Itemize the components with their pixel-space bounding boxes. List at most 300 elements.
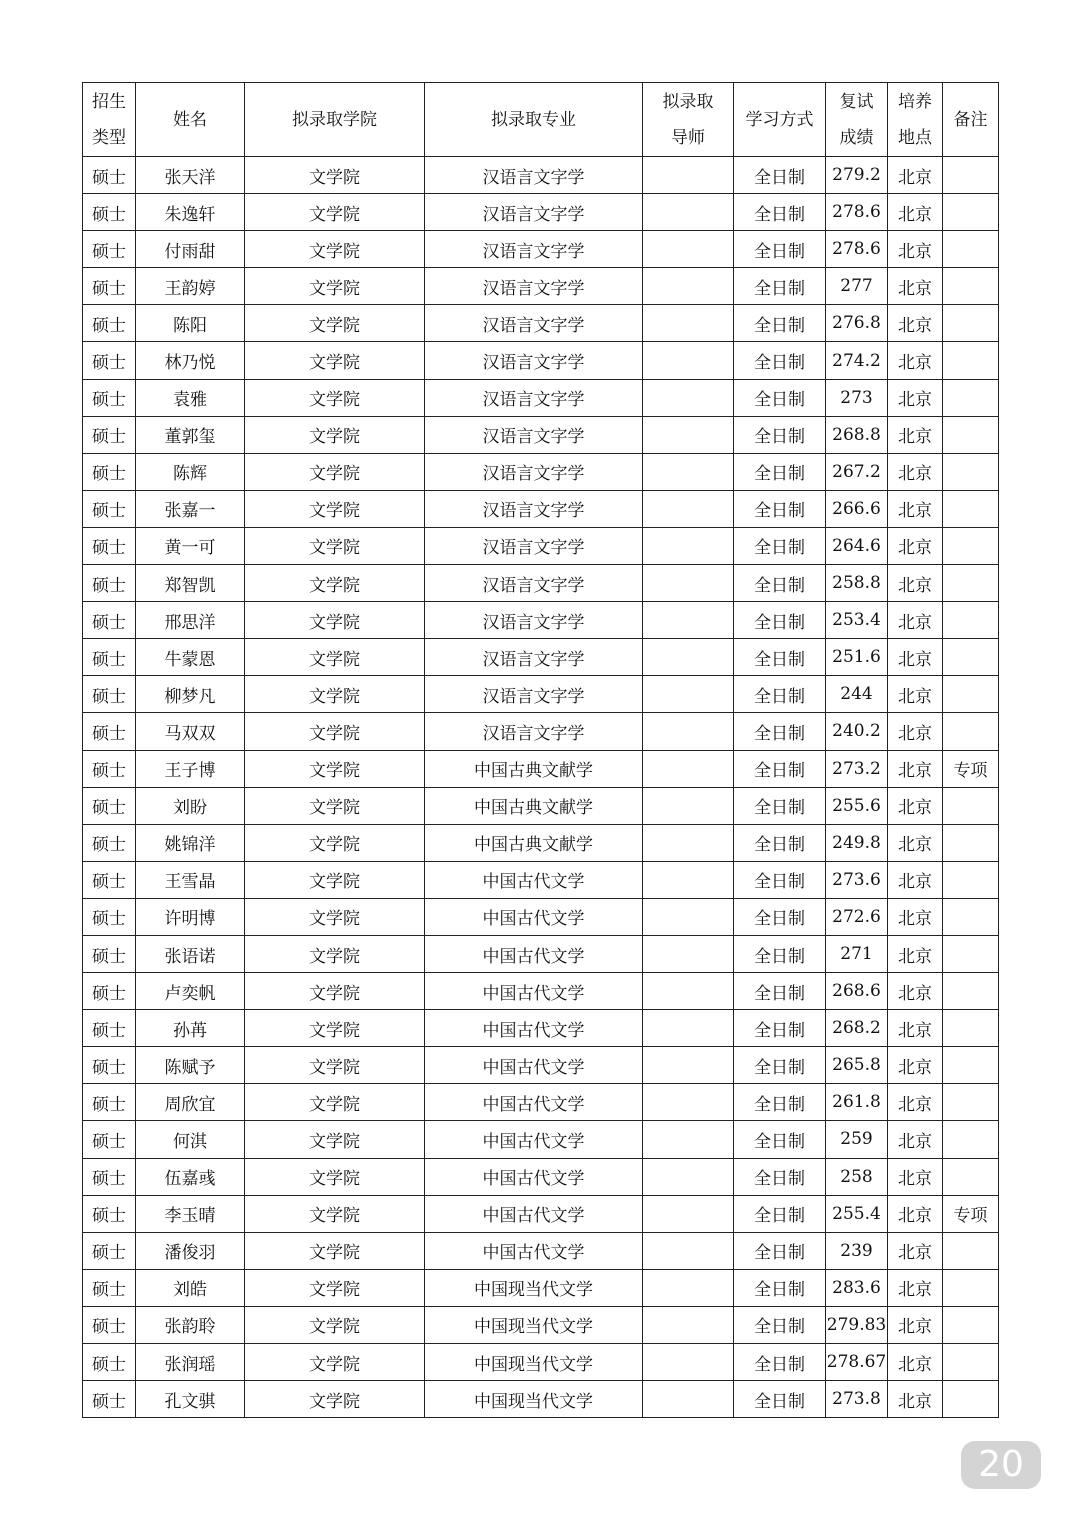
cell-name: 柳梦凡 <box>136 676 245 713</box>
cell-score: 268.2 <box>826 1010 888 1047</box>
header-note: 备注 <box>943 83 999 157</box>
cell-name: 王雪晶 <box>136 861 245 898</box>
cell-mode: 全日制 <box>734 639 826 676</box>
cell-location: 北京 <box>888 1269 943 1306</box>
cell-score: 251.6 <box>826 639 888 676</box>
table-row <box>83 898 999 935</box>
table-row <box>83 416 999 453</box>
cell-score: 255.6 <box>826 787 888 824</box>
cell-college: 文学院 <box>245 453 425 490</box>
cell-mode: 全日制 <box>734 1158 826 1195</box>
cell-mode: 全日制 <box>734 231 826 268</box>
cell-score: 279.83 <box>826 1306 888 1343</box>
header-row <box>83 83 999 157</box>
cell-note <box>943 157 999 194</box>
cell-advisor <box>643 861 734 898</box>
cell-mode: 全日制 <box>734 157 826 194</box>
cell-location: 北京 <box>888 231 943 268</box>
table-row <box>83 639 999 676</box>
cell-note <box>943 453 999 490</box>
cell-type: 硕士 <box>83 1232 136 1269</box>
cell-college: 文学院 <box>245 787 425 824</box>
cell-name: 陈赋予 <box>136 1047 245 1084</box>
cell-advisor <box>643 453 734 490</box>
cell-college: 文学院 <box>245 342 425 379</box>
cell-advisor <box>643 639 734 676</box>
cell-type: 硕士 <box>83 379 136 416</box>
cell-note <box>943 1010 999 1047</box>
cell-advisor <box>643 416 734 453</box>
cell-name: 陈阳 <box>136 305 245 342</box>
cell-name: 林乃悦 <box>136 342 245 379</box>
cell-score: 276.8 <box>826 305 888 342</box>
cell-mode: 全日制 <box>734 1010 826 1047</box>
table-row <box>83 453 999 490</box>
table-row <box>83 565 999 602</box>
cell-score: 255.4 <box>826 1195 888 1232</box>
cell-score: 240.2 <box>826 713 888 750</box>
cell-college: 文学院 <box>245 1121 425 1158</box>
cell-advisor <box>643 565 734 602</box>
cell-college: 文学院 <box>245 305 425 342</box>
cell-location: 北京 <box>888 1121 943 1158</box>
cell-type: 硕士 <box>83 1306 136 1343</box>
cell-major: 中国古代文学 <box>425 1121 643 1158</box>
cell-mode: 全日制 <box>734 1306 826 1343</box>
cell-advisor <box>643 1306 734 1343</box>
cell-major: 汉语言文字学 <box>425 527 643 564</box>
cell-mode: 全日制 <box>734 305 826 342</box>
cell-score: 278.6 <box>826 231 888 268</box>
cell-name: 朱逸轩 <box>136 194 245 231</box>
cell-college: 文学院 <box>245 1381 425 1418</box>
cell-college: 文学院 <box>245 1269 425 1306</box>
cell-location: 北京 <box>888 824 943 861</box>
cell-major: 中国古代文学 <box>425 1010 643 1047</box>
table-row <box>83 490 999 527</box>
cell-advisor <box>643 490 734 527</box>
cell-score: 264.6 <box>826 527 888 564</box>
cell-mode: 全日制 <box>734 713 826 750</box>
cell-major: 汉语言文字学 <box>425 713 643 750</box>
cell-advisor <box>643 157 734 194</box>
cell-mode: 全日制 <box>734 973 826 1010</box>
cell-name: 孙苒 <box>136 1010 245 1047</box>
cell-name: 陈辉 <box>136 453 245 490</box>
table-row <box>83 1269 999 1306</box>
cell-score: 277 <box>826 268 888 305</box>
cell-advisor <box>643 379 734 416</box>
cell-advisor <box>643 935 734 972</box>
cell-mode: 全日制 <box>734 676 826 713</box>
cell-college: 文学院 <box>245 1010 425 1047</box>
cell-score: 273 <box>826 379 888 416</box>
cell-type: 硕士 <box>83 305 136 342</box>
cell-location: 北京 <box>888 676 943 713</box>
table-row <box>83 231 999 268</box>
cell-note <box>943 268 999 305</box>
cell-name: 黄一可 <box>136 527 245 564</box>
cell-college: 文学院 <box>245 1344 425 1381</box>
cell-note <box>943 824 999 861</box>
cell-name: 张嘉一 <box>136 490 245 527</box>
cell-note <box>943 1344 999 1381</box>
cell-location: 北京 <box>888 1306 943 1343</box>
cell-name: 刘盼 <box>136 787 245 824</box>
cell-type: 硕士 <box>83 824 136 861</box>
cell-score: 272.6 <box>826 898 888 935</box>
table-row <box>83 861 999 898</box>
cell-location: 北京 <box>888 639 943 676</box>
header-location: 培养 地点 <box>888 83 943 157</box>
cell-score: 283.6 <box>826 1269 888 1306</box>
cell-advisor <box>643 1269 734 1306</box>
table-row <box>83 787 999 824</box>
cell-type: 硕士 <box>83 935 136 972</box>
cell-note <box>943 1121 999 1158</box>
cell-type: 硕士 <box>83 750 136 787</box>
cell-college: 文学院 <box>245 416 425 453</box>
cell-advisor <box>643 1381 734 1418</box>
cell-score: 258.8 <box>826 565 888 602</box>
cell-advisor <box>643 1010 734 1047</box>
cell-college: 文学院 <box>245 861 425 898</box>
cell-advisor <box>643 713 734 750</box>
cell-college: 文学院 <box>245 898 425 935</box>
cell-major: 汉语言文字学 <box>425 157 643 194</box>
cell-mode: 全日制 <box>734 1121 826 1158</box>
cell-score: 253.4 <box>826 602 888 639</box>
cell-name: 王子博 <box>136 750 245 787</box>
cell-location: 北京 <box>888 157 943 194</box>
cell-location: 北京 <box>888 602 943 639</box>
cell-mode: 全日制 <box>734 861 826 898</box>
cell-advisor <box>643 1084 734 1121</box>
cell-location: 北京 <box>888 1381 943 1418</box>
cell-major: 中国古代文学 <box>425 1084 643 1121</box>
cell-name: 董郭玺 <box>136 416 245 453</box>
cell-name: 张语诺 <box>136 935 245 972</box>
table-row <box>83 1195 999 1232</box>
cell-advisor <box>643 527 734 564</box>
cell-score: 268.8 <box>826 416 888 453</box>
cell-mode: 全日制 <box>734 565 826 602</box>
cell-college: 文学院 <box>245 1195 425 1232</box>
table-row <box>83 527 999 564</box>
cell-major: 中国现当代文学 <box>425 1381 643 1418</box>
cell-major: 中国古代文学 <box>425 1232 643 1269</box>
cell-type: 硕士 <box>83 1047 136 1084</box>
cell-major: 中国古典文献学 <box>425 787 643 824</box>
cell-score: 261.8 <box>826 1084 888 1121</box>
header-type: 招生 类型 <box>83 83 136 157</box>
cell-name: 刘皓 <box>136 1269 245 1306</box>
cell-note <box>943 861 999 898</box>
table-row <box>83 824 999 861</box>
cell-note <box>943 416 999 453</box>
cell-type: 硕士 <box>83 527 136 564</box>
cell-type: 硕士 <box>83 861 136 898</box>
cell-name: 张天洋 <box>136 157 245 194</box>
table-row <box>83 1232 999 1269</box>
cell-advisor <box>643 1232 734 1269</box>
cell-mode: 全日制 <box>734 1232 826 1269</box>
cell-mode: 全日制 <box>734 342 826 379</box>
cell-college: 文学院 <box>245 268 425 305</box>
cell-location: 北京 <box>888 1047 943 1084</box>
cell-location: 北京 <box>888 898 943 935</box>
cell-note <box>943 713 999 750</box>
cell-score: 267.2 <box>826 453 888 490</box>
cell-score: 268.6 <box>826 973 888 1010</box>
table-row <box>83 157 999 194</box>
cell-mode: 全日制 <box>734 490 826 527</box>
cell-type: 硕士 <box>83 268 136 305</box>
cell-note: 专项 <box>943 1195 999 1232</box>
cell-location: 北京 <box>888 453 943 490</box>
cell-name: 张韵聆 <box>136 1306 245 1343</box>
cell-type: 硕士 <box>83 1195 136 1232</box>
cell-type: 硕士 <box>83 713 136 750</box>
cell-note <box>943 1381 999 1418</box>
cell-type: 硕士 <box>83 1121 136 1158</box>
cell-major: 汉语言文字学 <box>425 453 643 490</box>
cell-location: 北京 <box>888 305 943 342</box>
cell-college: 文学院 <box>245 602 425 639</box>
cell-note <box>943 787 999 824</box>
cell-advisor <box>643 1158 734 1195</box>
header-college: 拟录取学院 <box>245 83 425 157</box>
cell-type: 硕士 <box>83 342 136 379</box>
cell-note <box>943 1158 999 1195</box>
cell-college: 文学院 <box>245 490 425 527</box>
cell-score: 273.8 <box>826 1381 888 1418</box>
table-row <box>83 342 999 379</box>
cell-note <box>943 602 999 639</box>
cell-name: 许明博 <box>136 898 245 935</box>
cell-location: 北京 <box>888 490 943 527</box>
cell-score: 279.2 <box>826 157 888 194</box>
cell-note <box>943 1047 999 1084</box>
cell-location: 北京 <box>888 935 943 972</box>
cell-note <box>943 1306 999 1343</box>
cell-name: 何淇 <box>136 1121 245 1158</box>
cell-major: 汉语言文字学 <box>425 416 643 453</box>
cell-mode: 全日制 <box>734 824 826 861</box>
table-row <box>83 1047 999 1084</box>
cell-college: 文学院 <box>245 1158 425 1195</box>
cell-note <box>943 898 999 935</box>
cell-type: 硕士 <box>83 639 136 676</box>
cell-score: 274.2 <box>826 342 888 379</box>
header-major: 拟录取专业 <box>425 83 643 157</box>
cell-major: 汉语言文字学 <box>425 305 643 342</box>
cell-major: 中国现当代文学 <box>425 1306 643 1343</box>
cell-type: 硕士 <box>83 973 136 1010</box>
cell-major: 汉语言文字学 <box>425 490 643 527</box>
cell-mode: 全日制 <box>734 1084 826 1121</box>
cell-mode: 全日制 <box>734 527 826 564</box>
cell-type: 硕士 <box>83 1381 136 1418</box>
cell-type: 硕士 <box>83 1084 136 1121</box>
header-score: 复试 成绩 <box>826 83 888 157</box>
cell-major: 中国古代文学 <box>425 935 643 972</box>
table-row <box>83 194 999 231</box>
cell-major: 汉语言文字学 <box>425 379 643 416</box>
cell-advisor <box>643 305 734 342</box>
cell-college: 文学院 <box>245 1306 425 1343</box>
cell-type: 硕士 <box>83 1269 136 1306</box>
cell-mode: 全日制 <box>734 898 826 935</box>
cell-location: 北京 <box>888 861 943 898</box>
header-name: 姓名 <box>136 83 245 157</box>
cell-location: 北京 <box>888 268 943 305</box>
cell-major: 汉语言文字学 <box>425 268 643 305</box>
cell-major: 中国古代文学 <box>425 1158 643 1195</box>
cell-major: 中国古典文献学 <box>425 750 643 787</box>
cell-type: 硕士 <box>83 676 136 713</box>
cell-mode: 全日制 <box>734 268 826 305</box>
cell-score: 258 <box>826 1158 888 1195</box>
cell-note: 专项 <box>943 750 999 787</box>
cell-score: 244 <box>826 676 888 713</box>
cell-college: 文学院 <box>245 565 425 602</box>
cell-location: 北京 <box>888 1195 943 1232</box>
cell-type: 硕士 <box>83 231 136 268</box>
cell-mode: 全日制 <box>734 1344 826 1381</box>
cell-advisor <box>643 898 734 935</box>
cell-major: 汉语言文字学 <box>425 639 643 676</box>
cell-college: 文学院 <box>245 824 425 861</box>
cell-score: 259 <box>826 1121 888 1158</box>
cell-score: 266.6 <box>826 490 888 527</box>
cell-note <box>943 935 999 972</box>
cell-score: 278.6 <box>826 194 888 231</box>
cell-location: 北京 <box>888 973 943 1010</box>
cell-location: 北京 <box>888 1010 943 1047</box>
cell-type: 硕士 <box>83 1344 136 1381</box>
cell-major: 汉语言文字学 <box>425 565 643 602</box>
cell-mode: 全日制 <box>734 194 826 231</box>
cell-college: 文学院 <box>245 157 425 194</box>
cell-note <box>943 1084 999 1121</box>
cell-name: 邢思洋 <box>136 602 245 639</box>
cell-note <box>943 527 999 564</box>
cell-college: 文学院 <box>245 1084 425 1121</box>
cell-college: 文学院 <box>245 527 425 564</box>
cell-type: 硕士 <box>83 787 136 824</box>
cell-type: 硕士 <box>83 1010 136 1047</box>
cell-advisor <box>643 676 734 713</box>
cell-location: 北京 <box>888 416 943 453</box>
cell-note <box>943 305 999 342</box>
cell-college: 文学院 <box>245 639 425 676</box>
cell-major: 汉语言文字学 <box>425 342 643 379</box>
cell-college: 文学院 <box>245 713 425 750</box>
cell-name: 伍嘉彧 <box>136 1158 245 1195</box>
cell-name: 马双双 <box>136 713 245 750</box>
cell-note <box>943 490 999 527</box>
cell-name: 姚锦洋 <box>136 824 245 861</box>
cell-college: 文学院 <box>245 194 425 231</box>
cell-advisor <box>643 750 734 787</box>
cell-major: 中国现当代文学 <box>425 1344 643 1381</box>
cell-name: 袁雅 <box>136 379 245 416</box>
cell-name: 周欣宜 <box>136 1084 245 1121</box>
cell-advisor <box>643 787 734 824</box>
cell-note <box>943 342 999 379</box>
cell-advisor <box>643 1195 734 1232</box>
page-number-badge: 20 <box>961 1441 1041 1489</box>
table-body <box>83 157 999 1418</box>
cell-advisor <box>643 268 734 305</box>
cell-name: 潘俊羽 <box>136 1232 245 1269</box>
cell-major: 中国古代文学 <box>425 973 643 1010</box>
cell-type: 硕士 <box>83 453 136 490</box>
table-row <box>83 935 999 972</box>
cell-type: 硕士 <box>83 898 136 935</box>
cell-name: 李玉晴 <box>136 1195 245 1232</box>
cell-note <box>943 973 999 1010</box>
cell-location: 北京 <box>888 527 943 564</box>
cell-college: 文学院 <box>245 973 425 1010</box>
cell-type: 硕士 <box>83 565 136 602</box>
cell-advisor <box>643 194 734 231</box>
header-advisor: 拟录取 导师 <box>643 83 734 157</box>
table-row <box>83 1306 999 1343</box>
cell-college: 文学院 <box>245 1047 425 1084</box>
cell-name: 张润瑶 <box>136 1344 245 1381</box>
cell-major: 中国古代文学 <box>425 1047 643 1084</box>
cell-type: 硕士 <box>83 1158 136 1195</box>
cell-major: 中国现当代文学 <box>425 1269 643 1306</box>
cell-mode: 全日制 <box>734 1381 826 1418</box>
cell-advisor <box>643 1047 734 1084</box>
cell-college: 文学院 <box>245 231 425 268</box>
cell-advisor <box>643 973 734 1010</box>
table-row <box>83 1381 999 1418</box>
cell-note <box>943 676 999 713</box>
table-row <box>83 268 999 305</box>
cell-college: 文学院 <box>245 379 425 416</box>
table-row <box>83 973 999 1010</box>
cell-mode: 全日制 <box>734 416 826 453</box>
cell-mode: 全日制 <box>734 935 826 972</box>
cell-major: 中国古代文学 <box>425 898 643 935</box>
cell-mode: 全日制 <box>734 787 826 824</box>
cell-major: 汉语言文字学 <box>425 676 643 713</box>
cell-location: 北京 <box>888 713 943 750</box>
cell-location: 北京 <box>888 194 943 231</box>
table-row <box>83 676 999 713</box>
cell-location: 北京 <box>888 379 943 416</box>
table-row <box>83 750 999 787</box>
header-mode: 学习方式 <box>734 83 826 157</box>
cell-name: 孔文骐 <box>136 1381 245 1418</box>
cell-mode: 全日制 <box>734 379 826 416</box>
cell-score: 249.8 <box>826 824 888 861</box>
cell-name: 王韵婷 <box>136 268 245 305</box>
cell-name: 卢奕帆 <box>136 973 245 1010</box>
cell-major: 中国古典文献学 <box>425 824 643 861</box>
cell-note <box>943 231 999 268</box>
cell-advisor <box>643 342 734 379</box>
cell-mode: 全日制 <box>734 1269 826 1306</box>
cell-location: 北京 <box>888 342 943 379</box>
cell-major: 中国古代文学 <box>425 861 643 898</box>
cell-college: 文学院 <box>245 935 425 972</box>
cell-note <box>943 1232 999 1269</box>
